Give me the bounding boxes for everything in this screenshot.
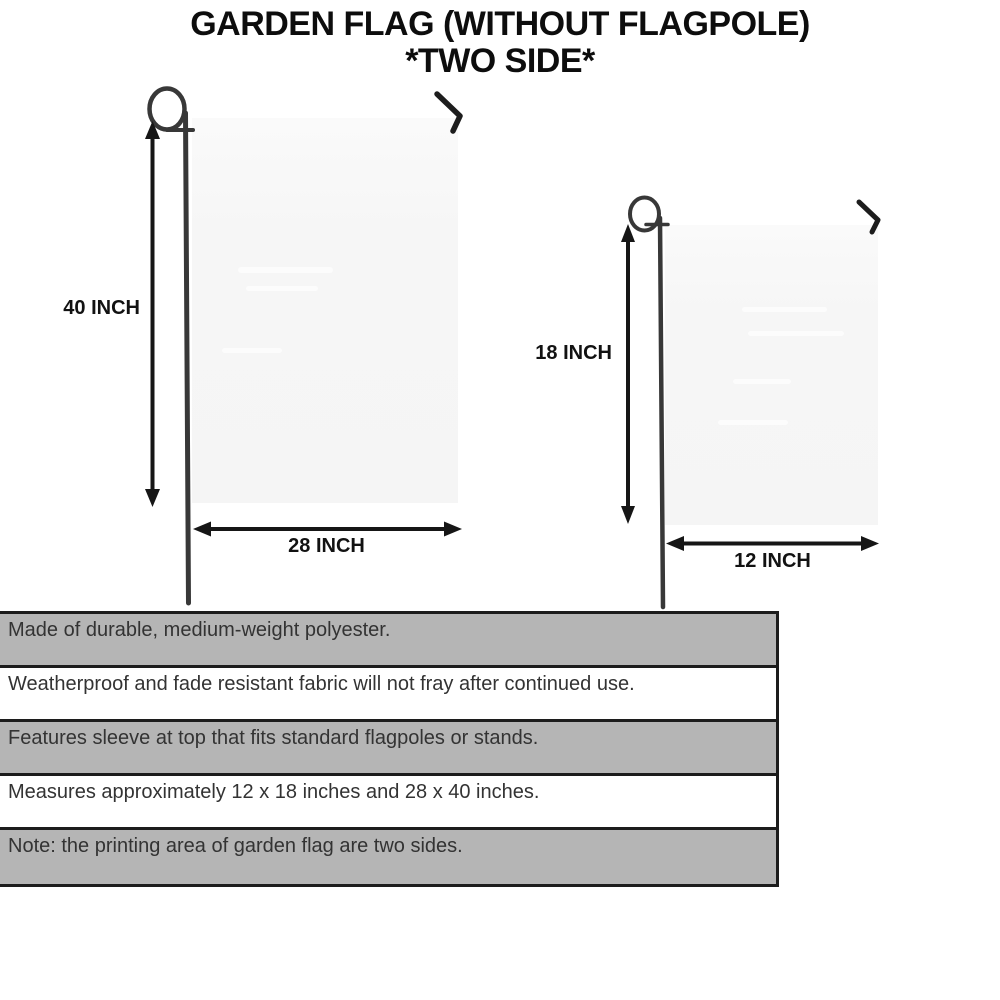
large-flag-height-label: 40 INCH (63, 297, 140, 319)
fabric-highlight (222, 348, 282, 353)
large-flagpole-icon (150, 89, 194, 604)
large-flag-width-label: 28 INCH (288, 535, 365, 557)
feature-row: Made of durable, medium-weight polyester. (0, 614, 776, 668)
title-line-2: *TWO SIDE* (405, 42, 595, 80)
small-flag-width-label: 12 INCH (734, 550, 811, 572)
fabric-highlight (718, 420, 788, 425)
small-flagpole-icon (630, 198, 668, 608)
fabric-highlight (246, 286, 318, 291)
title-line-1: GARDEN FLAG (WITHOUT FLAGPOLE) (190, 5, 810, 43)
page-title (0, 6, 1000, 80)
large-flag-fabric (192, 118, 458, 503)
feature-row: Measures approximately 12 x 18 inches and 28 x 40 inches. (0, 776, 776, 830)
small-flag-width-arrow (666, 536, 879, 551)
feature-row: Features sleeve at top that fits standard flagpoles or stands. (0, 722, 776, 776)
fabric-highlight (238, 267, 333, 273)
small-flag-height-label: 18 INCH (535, 342, 612, 364)
feature-table (0, 611, 779, 887)
fabric-highlight (742, 307, 827, 312)
small-flag-fabric (665, 225, 878, 525)
fabric-highlight (733, 379, 791, 384)
fabric-highlight (748, 331, 844, 336)
large-flag-height-arrow (145, 121, 160, 507)
feature-row: Weatherproof and fade resistant fabric will not fray after continued use. (0, 668, 776, 722)
feature-row: Note: the printing area of garden flag are two sides. (0, 830, 776, 884)
small-flag-height-arrow (621, 224, 635, 524)
